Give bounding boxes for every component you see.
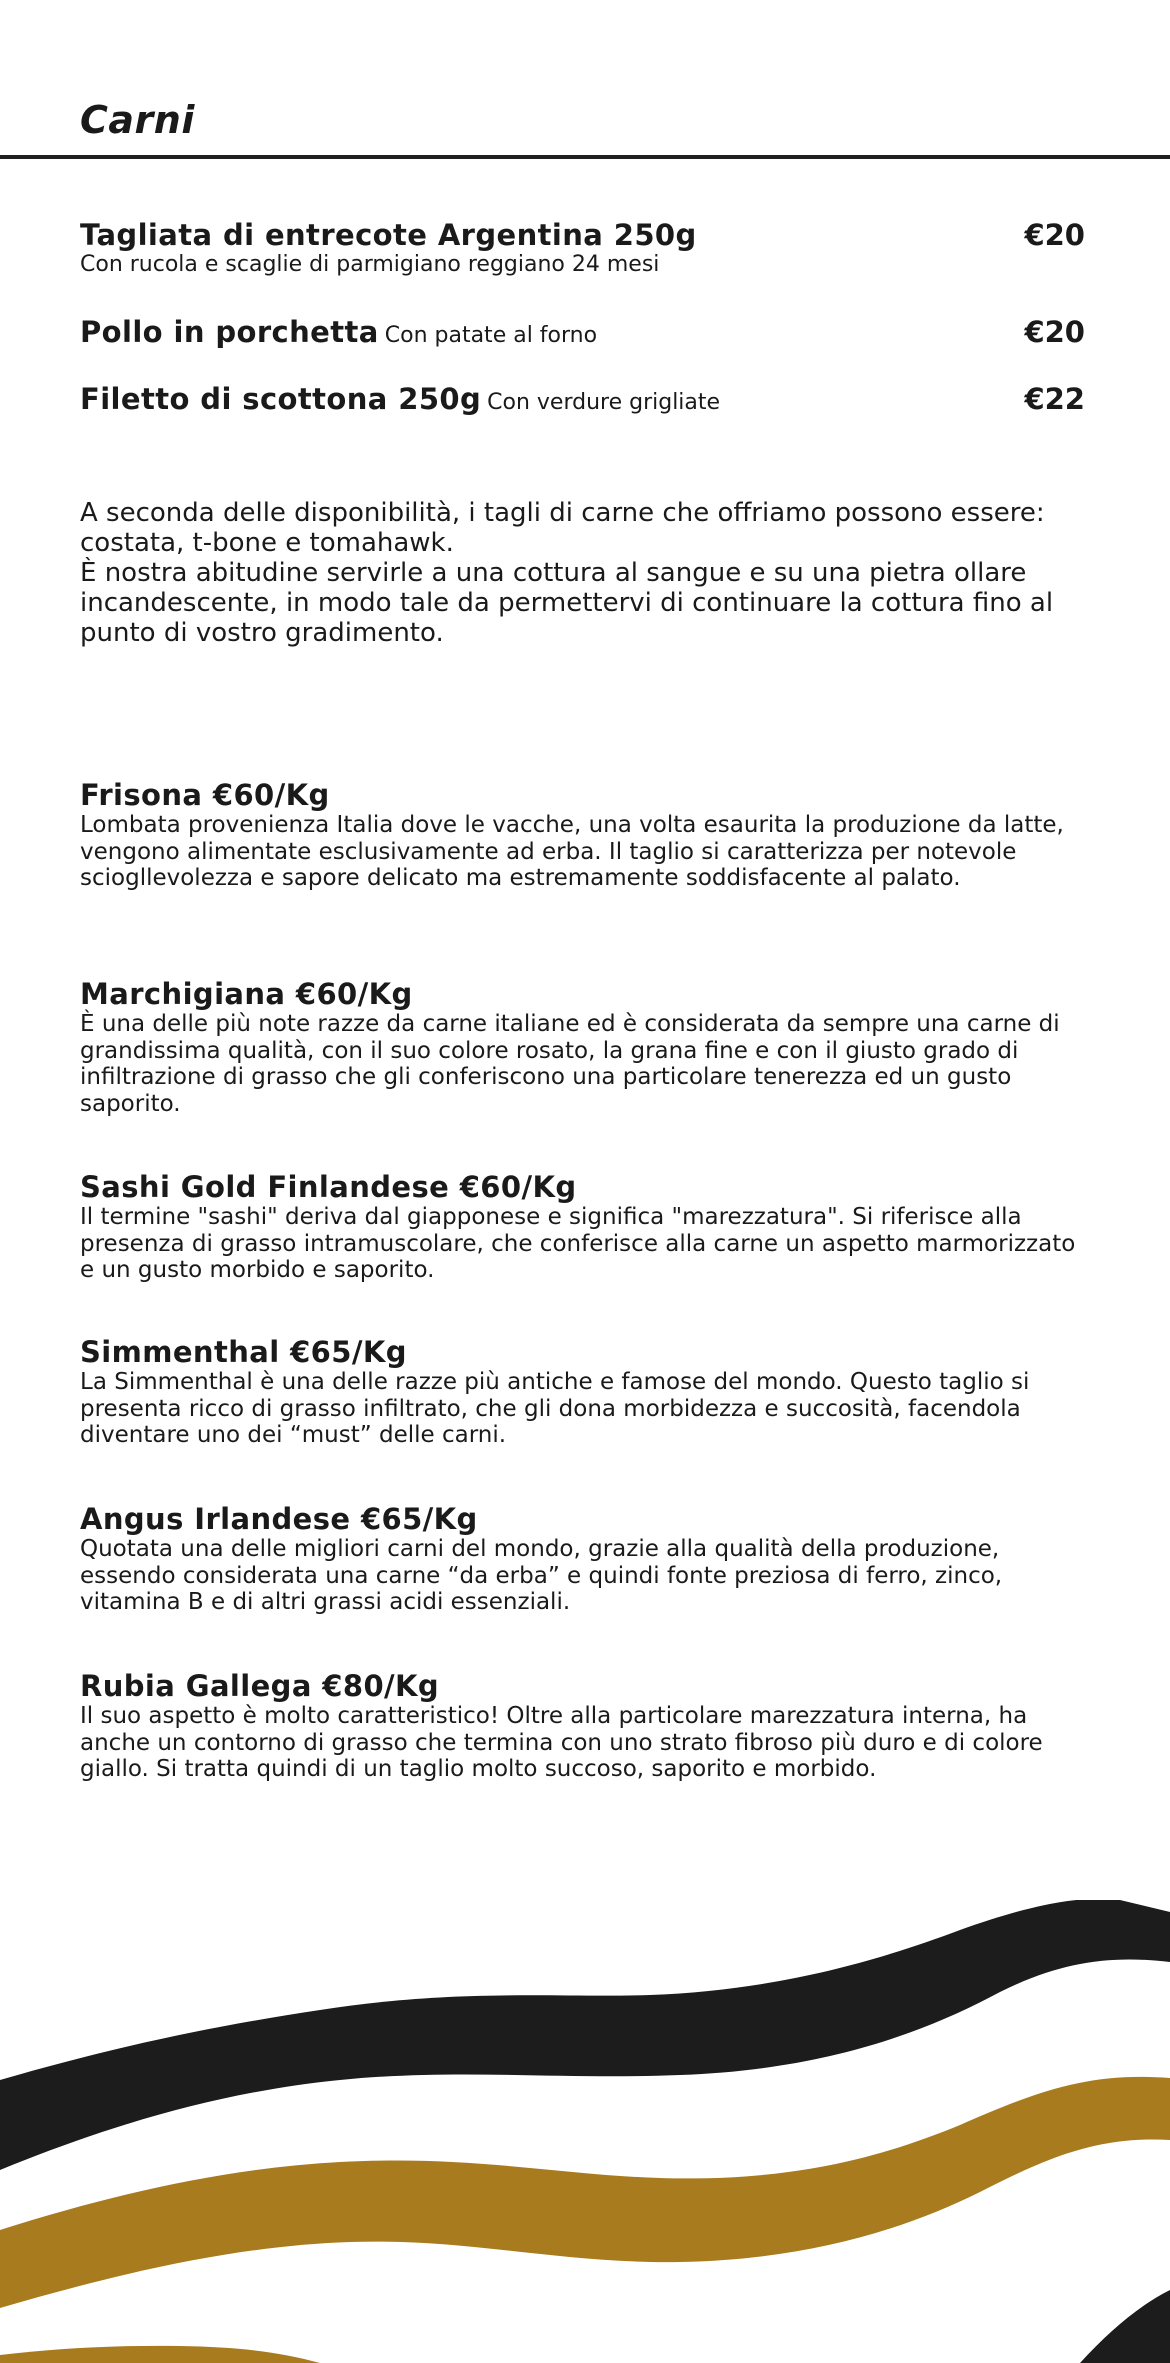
cut-title: Rubia Gallega €80/Kg <box>80 1669 440 1703</box>
cut-item <box>80 977 1090 1117</box>
menu-item-description: Con rucola e scaglie di parmigiano reggiano 24 mesi <box>80 252 660 277</box>
wave-band-gold-lower <box>0 2346 320 2363</box>
intro-paragraph: È nostra abitudine servirle a una cottura al sangue e su una pietra ollare incandescente, in modo tale da permettervi di continuare la cottura fino al punto di vostro gradimento. <box>80 558 1054 648</box>
cut-description: È una delle più note razze da carne italiane ed è considerata da sempre una carne di grandissima qualità, con il suo colore rosato, la grana fine e con il giusto grado di infiltrazione di grasso che gli conferiscono una particolare tenerezza ed un gusto saporito. <box>80 1011 1060 1117</box>
decorative-waves <box>0 1900 1170 2363</box>
intro-text <box>80 498 1090 648</box>
menu-item-name: Tagliata di entrecote Argentina 250g <box>80 218 697 252</box>
cut-item <box>80 1335 1090 1449</box>
cut-item <box>80 1502 1090 1616</box>
menu-item-description: Con patate al forno <box>384 323 598 348</box>
menu-item-header <box>80 315 1085 349</box>
menu-item-price: €22 <box>1024 382 1085 416</box>
menu-item <box>80 382 1085 416</box>
intro-paragraph: A seconda delle disponibilità, i tagli di carne che offriamo possono essere: costata, t-bone e tomahawk. <box>80 498 1045 558</box>
cut-item <box>80 1170 1090 1284</box>
menu-item-header <box>80 218 1085 252</box>
cut-description: Il suo aspetto è molto caratteristico! Oltre alla particolare marezzatura interna, ha anche un contorno di grasso che termina con uno strato fibroso più duro e di colore giallo. Si tratta quindi di un taglio molto succoso, saporito e morbido. <box>80 1703 1043 1782</box>
menu-item <box>80 315 1085 349</box>
cut-title: Marchigiana €60/Kg <box>80 977 413 1011</box>
cut-description: Quotata una delle migliori carni del mondo, grazie alla qualità della produzione, essendo considerata una carne “da erba” e quindi fonte preziosa di ferro, zinco, vitamina B e di altri grassi acidi essenziali. <box>80 1536 1003 1615</box>
cut-title: Angus Irlandese €65/Kg <box>80 1502 478 1536</box>
wave-band-gold <box>0 2077 1170 2308</box>
menu-item-name: Filetto di scottona 250g <box>80 382 482 416</box>
cut-title: Sashi Gold Finlandese €60/Kg <box>80 1170 577 1204</box>
cut-description: Lombata provenienza Italia dove le vacche, una volta esaurita la produzione da latte, vengono alimentate esclusivamente ad erba. Il taglio si caratterizza per notevole sciogllevolezza e sapore delicato ma estremamente soddisfacente al palato. <box>80 812 1064 891</box>
wave-band-dark-edge <box>1080 2290 1170 2363</box>
menu-item-price: €20 <box>1024 315 1085 349</box>
menu-item-name: Pollo in porchetta <box>80 315 379 349</box>
cut-item <box>80 1669 1090 1783</box>
menu-item-description: Con verdure grigliate <box>487 390 721 415</box>
menu-item-price: €20 <box>1024 218 1085 252</box>
section-title: Carni <box>80 98 195 142</box>
menu-item-header <box>80 382 1085 416</box>
menu-item <box>80 218 1085 277</box>
cut-item <box>80 778 1090 892</box>
title-divider <box>0 155 1170 159</box>
cut-description: Il termine "sashi" deriva dal giapponese e significa "marezzatura". Si riferisce alla presenza di grasso intramuscolare, che conferisce alla carne un aspetto marmorizzato e un gusto morbido e saporito. <box>80 1204 1076 1283</box>
cut-description: La Simmenthal è una delle razze più antiche e famose del mondo. Questo taglio si presenta ricco di grasso infiltrato, che gli dona morbidezza e succosità, facendola diventare uno dei “must” delle carni. <box>80 1369 1030 1448</box>
cut-title: Frisona €60/Kg <box>80 778 330 812</box>
cut-title: Simmenthal €65/Kg <box>80 1335 407 1369</box>
